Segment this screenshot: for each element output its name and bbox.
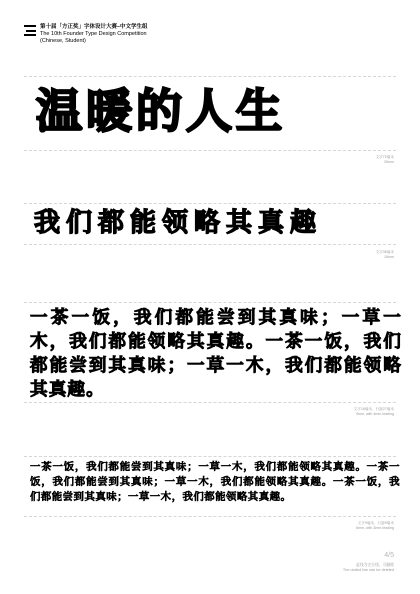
- header-title-cn: 第十届「方正奖」字体设计大赛–中文学生组: [40, 24, 148, 30]
- caption-72mm: [376, 155, 394, 165]
- caption-cn: 文字72毫米: [375, 155, 394, 159]
- dash-note-cn: 虚线为定位线，可删除: [356, 563, 394, 567]
- caption-36mm: [376, 250, 394, 260]
- guide-line: [24, 402, 396, 403]
- sample-paragraph-small: 一茶一饭，我们都能尝到其真味；一草一木，我们都能领略其真趣。一茶一饭，我们都能尝到其真味；一草一木，我们都能领略其真趣。一茶一饭，我们都能尝到其真味；一草一木，我们都能领略其真趣。: [30, 461, 400, 503]
- sample-subtitle: 我们都能领略其真趣: [34, 208, 323, 238]
- header-text: [40, 24, 148, 45]
- caption-en: 26mm: [384, 160, 394, 164]
- competition-header: [24, 24, 148, 45]
- guide-line: [24, 203, 396, 204]
- caption-en: 6mm, with 3mm leading: [356, 526, 394, 530]
- caption-cn: 文字18毫米，行距27毫米: [353, 407, 394, 411]
- caption-cn: 文字36毫米: [375, 250, 394, 254]
- guide-line: [24, 76, 396, 77]
- sample-paragraph-large: 一茶一饭，我们都能尝到其真味；一草一木，我们都能领略其真趣。一茶一饭，我们都能尝到其真味；一草一木，我们都能领略其真趣。: [30, 308, 402, 400]
- caption-9mm: [356, 521, 394, 531]
- sample-title: 温暖的人生: [36, 84, 286, 138]
- caption-18mm: [354, 407, 394, 417]
- header-title-en-line1: The 10th Founder Type Design Competition: [40, 31, 147, 37]
- dash-note-en: The dotted line can be deleted: [342, 568, 394, 572]
- caption-cn: 文字9毫米，行距9毫米: [357, 521, 394, 525]
- guide-line: [24, 150, 396, 151]
- dashed-line-note: [343, 563, 394, 573]
- guide-line: [24, 516, 396, 517]
- caption-en: 9mm, with 4mm leading: [356, 412, 394, 416]
- header-title-en-line2: (Chinese, Student): [40, 38, 86, 44]
- guide-line: [24, 244, 396, 245]
- guide-line: [24, 456, 396, 457]
- founder-logo-icon: [24, 25, 36, 36]
- caption-en: 18mm: [384, 255, 394, 259]
- guide-line: [24, 302, 396, 303]
- page-number: 4/5: [384, 552, 394, 559]
